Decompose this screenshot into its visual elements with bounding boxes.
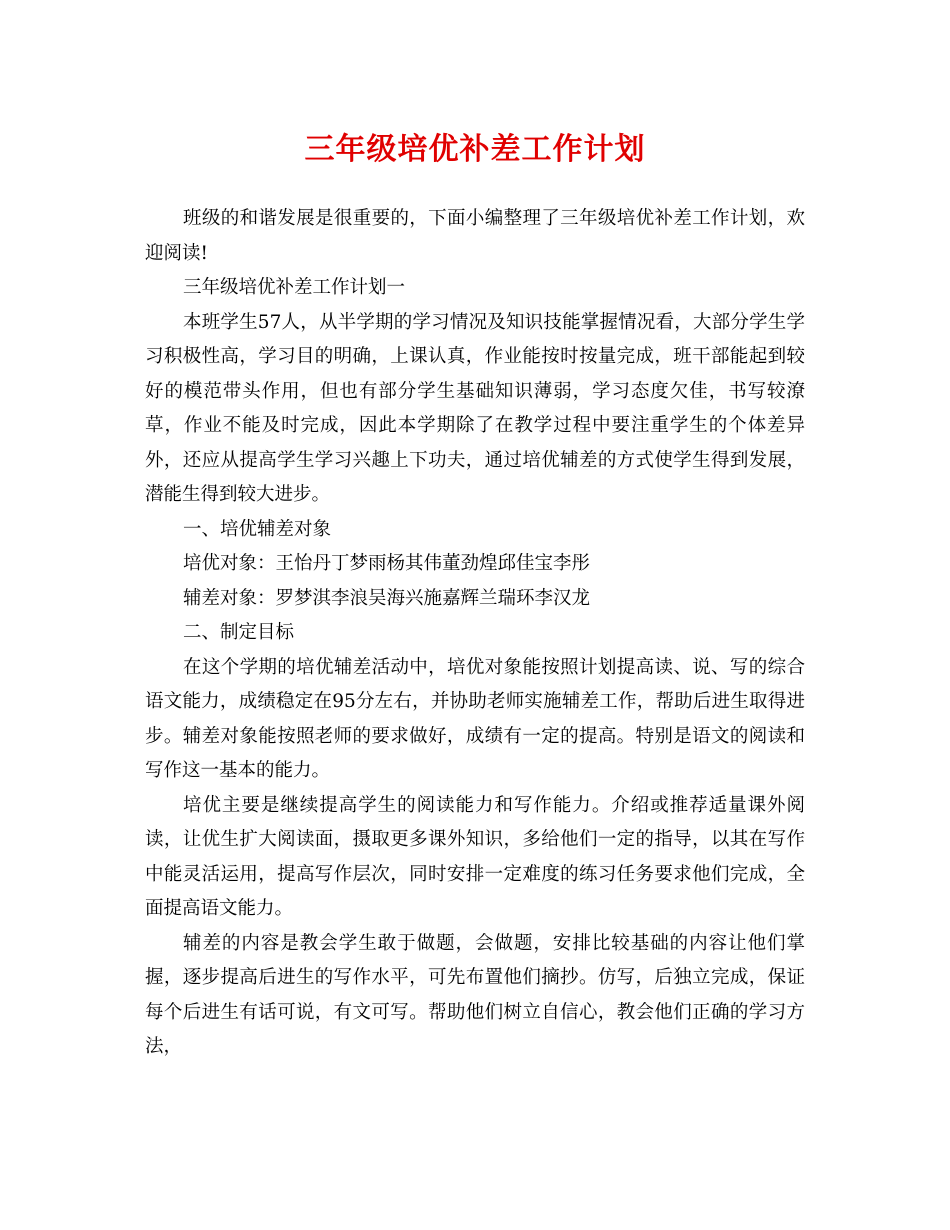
- paragraph-support-students: 辅差对象：罗梦淇李浪吴海兴施嘉辉兰瑞环李汉龙: [183, 587, 591, 609]
- paragraph-top-students-plan: 培优主要是继续提高学生的阅读能力和写作能力。介绍或推荐适量课外阅读，让优生扩大阅读面，摄取更多课外知识，多给他们一定的指导，以其在写作中能灵活运用，提高写作层次，同时安排一定难度的练习任务要求他们完成，全面提高语文能力。: [145, 794, 805, 919]
- document-body: [145, 202, 805, 1065]
- paragraph-support-students-plan: 辅差的内容是教会学生敢于做题，会做题，安排比较基础的内容让他们掌握，逐步提高后进生的写作水平，可先布置他们摘抄。仿写，后独立完成，保证每个后进生有话可说，有文可写。帮助他们树立自信心，教会他们正确的学习方法，: [145, 932, 805, 1057]
- paragraph-section-two-heading: 二、制定目标: [183, 622, 295, 643]
- paragraph-intro: 班级的和谐发展是很重要的，下面小编整理了三年级培优补差工作计划，欢迎阅读!: [145, 208, 805, 264]
- document-title: 三年级培优补差工作计划: [304, 132, 646, 167]
- paragraph-plan-heading: 三年级培优补差工作计划一: [183, 277, 406, 298]
- paragraph-class-overview: 本班学生57人，从半学期的学习情况及知识技能掌握情况看，大部分学生学习积极性高，学习目的明确，上课认真，作业能按时按量完成，班干部能起到较好的模范带头作用，但也有部分学生基础知识薄弱，学习态度欠佳，书写较潦草，作业不能及时完成，因此本学期除了在教学过程中要注重学生的个体差异外，还应从提高学生学习兴趣上下功夫，通过培优辅差的方式使学生得到发展，潜能生得到较大进步。: [145, 311, 805, 505]
- paragraph-section-one-heading: 一、培优辅差对象: [183, 518, 332, 540]
- paragraph-goals: 在这个学期的培优辅差活动中，培优对象能按照计划提高读、说、写的综合语文能力，成绩稳定在95分左右，并协助老师实施辅差工作，帮助后进生取得进步。辅差对象能按照老师的要求做好，成绩有一定的提高。特别是语文的阅读和写作这一基本的能力。: [145, 656, 805, 781]
- paragraph-top-students: 培优对象：王怡丹丁梦雨杨其伟董劲煌邱佳宝李彤: [183, 553, 591, 574]
